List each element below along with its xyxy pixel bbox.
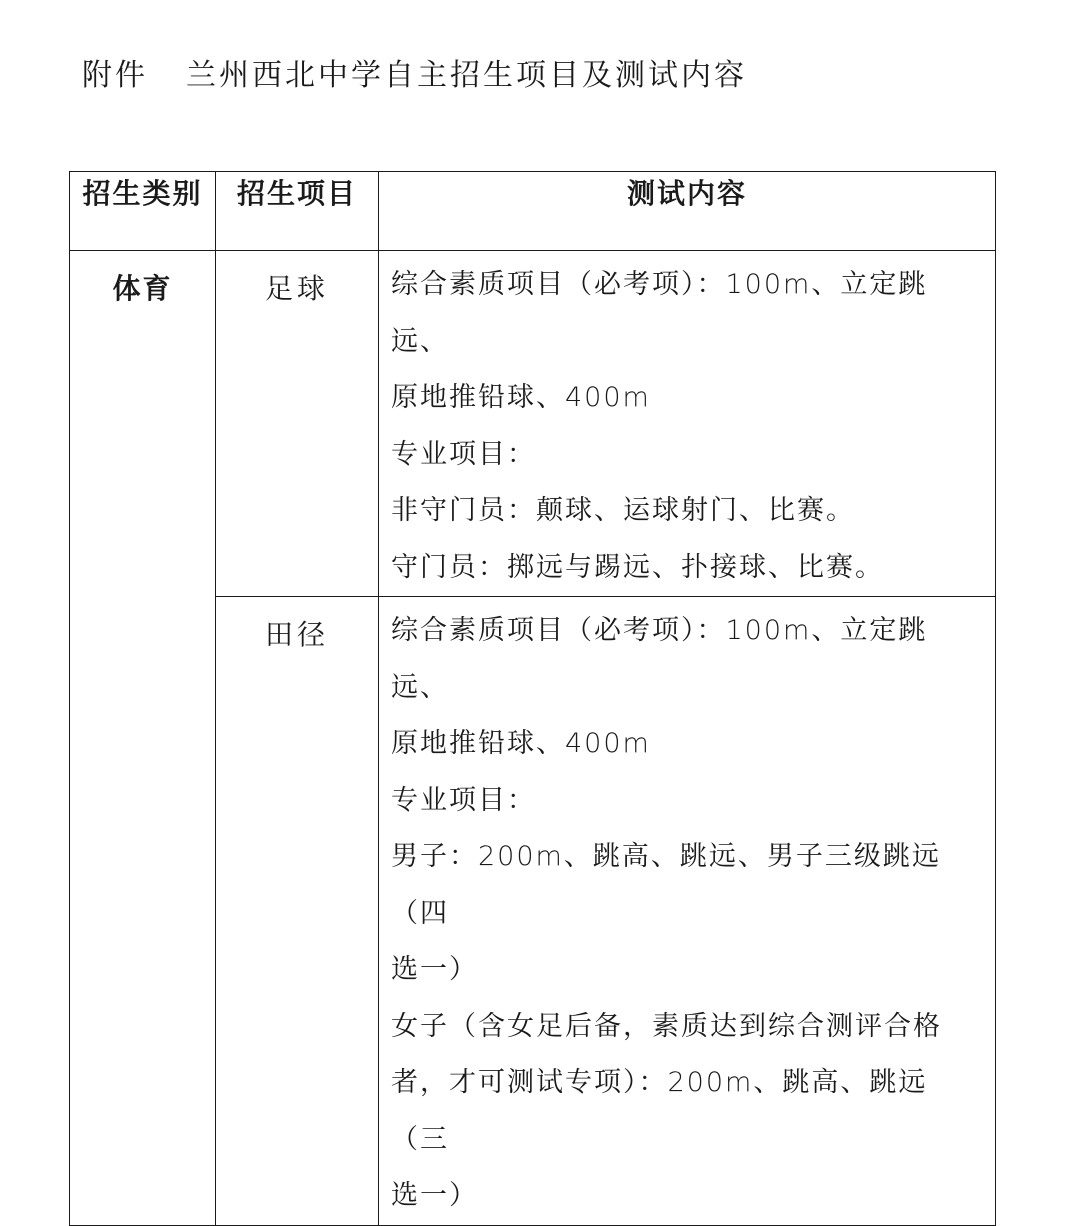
content-line: 者，才可测试专项）：200m、跳高、跳远（三 xyxy=(391,1067,928,1155)
title-prefix: 附件 xyxy=(82,58,148,93)
content-line: 专业项目： xyxy=(391,438,536,470)
header-category: 招生类别 xyxy=(70,172,216,251)
category-cell: 体育 xyxy=(70,251,216,1226)
header-content: 测试内容 xyxy=(379,172,996,251)
title-text: 兰州西北中学自主招生项目及测试内容 xyxy=(186,58,747,93)
table-row xyxy=(70,251,996,597)
content-line: 守门员：掷远与踢远、扑接球、比赛。 xyxy=(391,551,884,583)
content-line: 选一） xyxy=(391,954,478,985)
content-line: 原地推铅球、400m xyxy=(391,728,651,759)
table-header-row xyxy=(70,172,996,251)
page-title xyxy=(82,56,747,96)
content-line: 原地推铅球、400m xyxy=(391,382,651,413)
content-line: 选一） xyxy=(391,1180,478,1211)
content-line: 综合素质项目（必考项）：100m、立定跳远、 xyxy=(391,615,928,703)
content-line: 综合素质项目（必考项）：100m、立定跳远、 xyxy=(391,269,928,357)
content-line: 女子（含女足后备，素质达到综合测评合格 xyxy=(391,1010,942,1042)
admission-table xyxy=(69,171,996,1226)
content-line: 男子：200m、跳高、跳远、男子三级跳远（四 xyxy=(391,841,941,929)
item-cell-track: 田径 xyxy=(216,597,379,1226)
content-cell-football xyxy=(379,251,996,597)
item-cell-football: 足球 xyxy=(216,251,379,597)
content-cell-track xyxy=(379,597,996,1226)
header-item: 招生项目 xyxy=(216,172,379,251)
content-line: 非守门员：颠球、运球射门、比赛。 xyxy=(391,495,855,526)
content-line: 专业项目： xyxy=(391,784,536,816)
